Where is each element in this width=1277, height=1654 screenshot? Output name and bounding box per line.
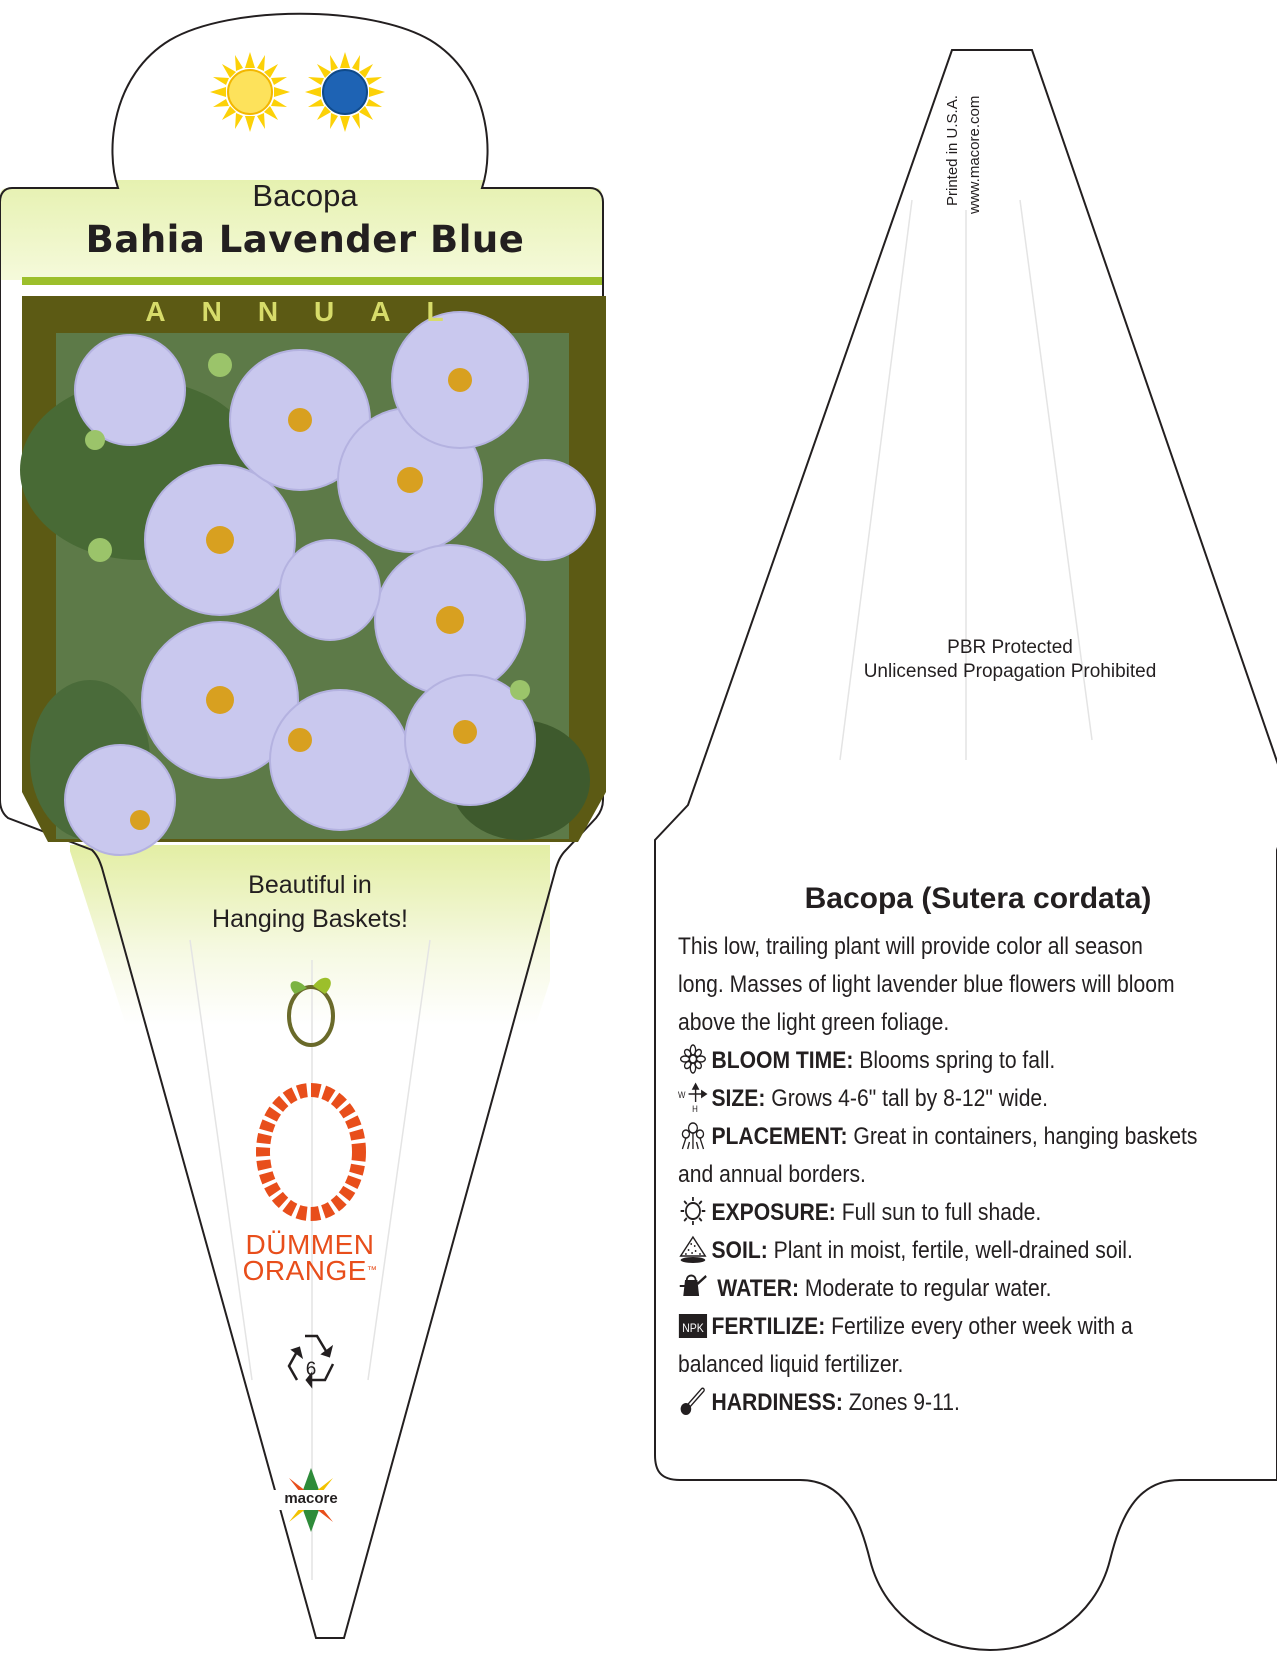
care-text: Fertilize every other week with a [831, 1313, 1133, 1340]
care-list [678, 1042, 1198, 1422]
printed-line1: Printed in U.S.A. [944, 95, 961, 206]
care-item-bloom-time [678, 1042, 1188, 1080]
category-label: ANNUAL [145, 296, 480, 327]
care-text: Moderate to regular water. [804, 1275, 1052, 1302]
breeder-wordmark [200, 1229, 420, 1286]
care-label: FERTILIZE: [711, 1313, 826, 1340]
thermometer-icon [678, 1386, 708, 1416]
description-line: long. Masses of light lavender blue flowers will bloom [678, 971, 1175, 998]
printed-in-block [944, 60, 1004, 220]
sun-outline-icon [678, 1196, 708, 1226]
watering-can-icon [678, 1272, 708, 1302]
care-text: Zones 9-11. [848, 1389, 960, 1416]
pbr-notice [790, 636, 1230, 684]
breeder-line1: DÜMMEN [245, 1229, 375, 1260]
npk-icon [678, 1310, 708, 1340]
care-label: HARDINESS: [711, 1389, 843, 1416]
plant-genus: Bacopa [252, 178, 358, 213]
pbr-line1: PBR Protected [947, 637, 1073, 658]
printed-line2: www.macore.com [966, 95, 983, 214]
care-label: WATER: [717, 1275, 800, 1302]
care-label: SIZE: [711, 1085, 766, 1112]
flower-bed-icon [678, 1120, 708, 1150]
care-text: Blooms spring to fall. [859, 1047, 1056, 1074]
care-item-fertilize-cont: balanced liquid fertilizer. [678, 1351, 904, 1378]
tagline-line2: Hanging Baskets! [212, 905, 408, 933]
care-text: Great in containers, hanging baskets [853, 1123, 1198, 1150]
care-item-water [678, 1270, 1188, 1308]
tagline-line1: Beautiful in [248, 871, 372, 899]
recycle-number: 6 [305, 1359, 317, 1380]
flower-icon [678, 1044, 708, 1074]
full-sun-icon [210, 52, 290, 132]
care-label: SOIL: [711, 1237, 768, 1264]
care-item-hardiness [678, 1384, 1188, 1422]
dummen-orange-logo-icon [263, 1090, 359, 1214]
plant-description [678, 928, 1188, 1042]
description-line: above the light green foliage. [678, 1009, 950, 1036]
plant-botanical-title: Bacopa (Sutera cordata) [804, 882, 1152, 915]
care-text: Plant in moist, fertile, well-drained soil. [773, 1237, 1133, 1264]
care-item-soil [678, 1232, 1188, 1270]
printer-logo-text: macore [284, 1490, 338, 1507]
care-text: Grows 4-6" tall by 8-12" wide. [771, 1085, 1049, 1112]
pbr-line2: Unlicensed Propagation Prohibited [863, 661, 1157, 682]
care-item-placement-cont: and annual borders. [678, 1161, 866, 1188]
care-item-size [678, 1080, 1188, 1118]
size-arrows-icon [678, 1082, 708, 1112]
care-item-placement [678, 1118, 1198, 1156]
care-item-exposure [678, 1194, 1188, 1232]
care-label: BLOOM TIME: [711, 1047, 854, 1074]
plant-variety: Bahia Lavender Blue [85, 218, 525, 261]
bacopa-flower-photo [20, 312, 595, 855]
care-label: PLACEMENT: [711, 1123, 848, 1150]
description-line: This low, trailing plant will provide color all season [678, 933, 1143, 960]
soil-icon [678, 1234, 708, 1264]
care-text: Full sun to full shade. [841, 1199, 1042, 1226]
tagline [150, 868, 470, 936]
size-icon-w: W [678, 1089, 686, 1101]
care-label: EXPOSURE: [711, 1199, 836, 1226]
care-item-fertilize [678, 1308, 1188, 1346]
size-icon-h: H [692, 1103, 698, 1112]
npk-icon-text: NPK [682, 1322, 704, 1336]
full-shade-icon [305, 52, 385, 132]
breeder-line2: ORANGE [242, 1255, 367, 1286]
breeder-tm: ™ [366, 1265, 378, 1276]
